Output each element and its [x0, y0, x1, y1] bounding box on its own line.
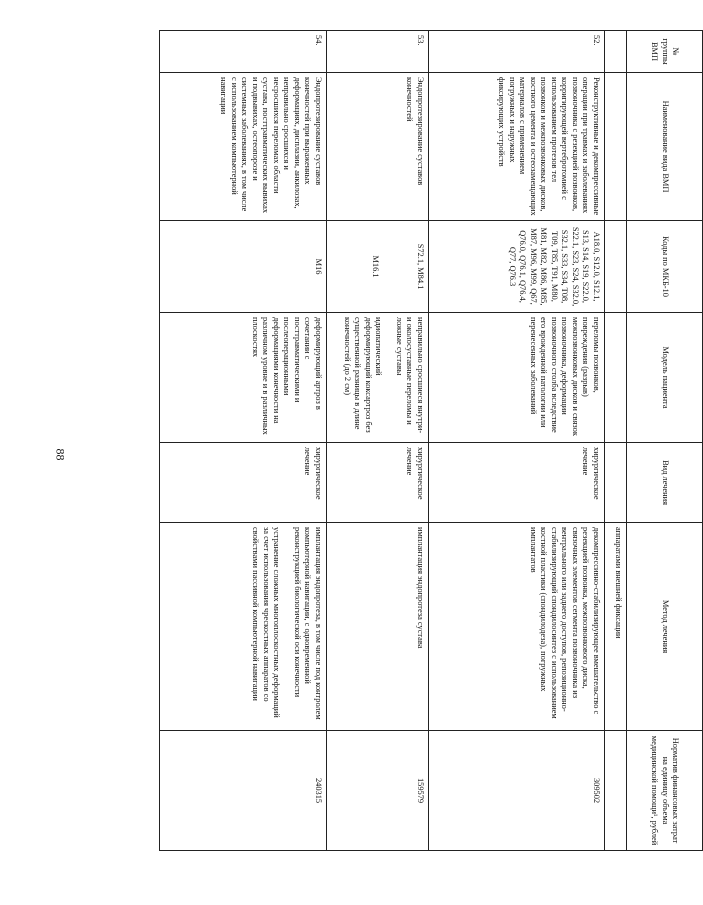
header-name: Наименование вида ВМП — [627, 73, 703, 221]
icd-codes-secondary: M16.1 — [371, 255, 381, 278]
patient-model: переломы позвонков, повреждения (разрыв) межпозвонковых дисков и связок позвоночника, деформации позвоночного столба вследствие его врожденной патологии или перенесенных заболеваний — [429, 313, 605, 443]
page-number: 88 — [53, 448, 68, 461]
vmp-name: Эндопротезирование суставов конечностей — [327, 73, 429, 221]
icd-codes: S72.1, M84.1 — [416, 243, 425, 290]
table-row — [160, 31, 327, 851]
row-number: 52. — [429, 31, 605, 73]
rotated-table-container — [160, 30, 703, 850]
carry-method: аппаратами внешней фиксации — [605, 523, 627, 731]
icd-codes: A18.0, S12.0, S12.1, S13, S14, S19, S22.0, S22.1, S23, S24, S32.0, S32.1, S33, S34, T08, T09, T85, T91, M80, M81, M82, M86, M85, M87, M96, M99, Q67, Q76.0, Q76.1, Q76.4, Q77, Q76.3 — [429, 221, 605, 313]
table-header-row — [627, 31, 703, 851]
treatment-method: имплантация эндопротеза сустава — [327, 523, 429, 731]
cost-value: 159579 — [327, 731, 429, 851]
header-cost: Норматив финансовых затрат на единицу объема медицинской помощи¹, рублей — [627, 731, 703, 851]
cost-value: 309502 — [429, 731, 605, 851]
header-type: Вид лечения — [627, 443, 703, 523]
header-method: Метод лечения — [627, 523, 703, 731]
header-model: Модель пациента — [627, 313, 703, 443]
treatment-type: хирургическое лечение — [160, 443, 327, 523]
vmp-name: Эндопротезирование суставов конечностей при выраженных деформациях, дисплазии, анкилозах, неправильно сросшихся и несросшихся переломах области сустава, посттравматических вывихах и подвывихах, остеопорозе и системных заболеваниях, в том числе с использованием компьютерной навигации — [160, 73, 327, 221]
icd-codes: M16 — [160, 221, 327, 313]
treatment-type: хирургическое лечение — [429, 443, 605, 523]
treatment-method-secondary: устранение сложных многоплоскостных деформаций за счет использования чрескостных аппаратов со свойствами пассивной компьютерной навигации — [251, 527, 282, 718]
vmp-table — [159, 30, 703, 851]
table-row — [429, 31, 605, 851]
patient-model: неправильно сросшиеся внутри- и околосуставные переломы и ложные суставы — [395, 317, 425, 434]
table-row — [605, 31, 627, 851]
patient-model: деформирующий артроз в сочетании с посттравматическими и послеоперационными деформациями конечности на различном уровне и в различных плоскостях — [160, 313, 327, 443]
row-number: 53. — [327, 31, 429, 73]
header-group: № группы ВМП — [627, 31, 703, 73]
patient-model-secondary: идиопатический деформирующий коксартроз без существенной разницы в длине конечностей (до 2 см) — [343, 317, 384, 433]
treatment-type: хирургическое лечение — [327, 443, 429, 523]
table-row — [327, 31, 429, 851]
header-codes: Коды по МКБ-10 — [627, 221, 703, 313]
row-number: 54. — [160, 31, 327, 73]
cost-value: 240315 — [160, 731, 327, 851]
treatment-method: имплантация эндопротеза, в том числе под контролем компьютерной навигации, с одновременной реконструкцией биологической оси конечности — [293, 527, 323, 720]
treatment-method: декомпрессивно-стабилизирующее вмешательство с резекцией позвонка, межпозвонкового диска, связочных элементов сегмента позвоночника из вентрального или заднего доступов, репозиционно-стабилизирующий спондилосинтез с использованием костной пластики (спондилодеза), погружных имплантатов — [429, 523, 605, 731]
vmp-name: Реконструктивные и декомпрессивные операции при травмах и заболеваниях позвоночника с резекцией позвонков, корригирующей вертебротомией с использованием протезов тел позвонков и межпозвонковых дисков, костного цемента и остеозамещающих материалов с применением погружных и наружных фиксирующих устройств — [429, 73, 605, 221]
